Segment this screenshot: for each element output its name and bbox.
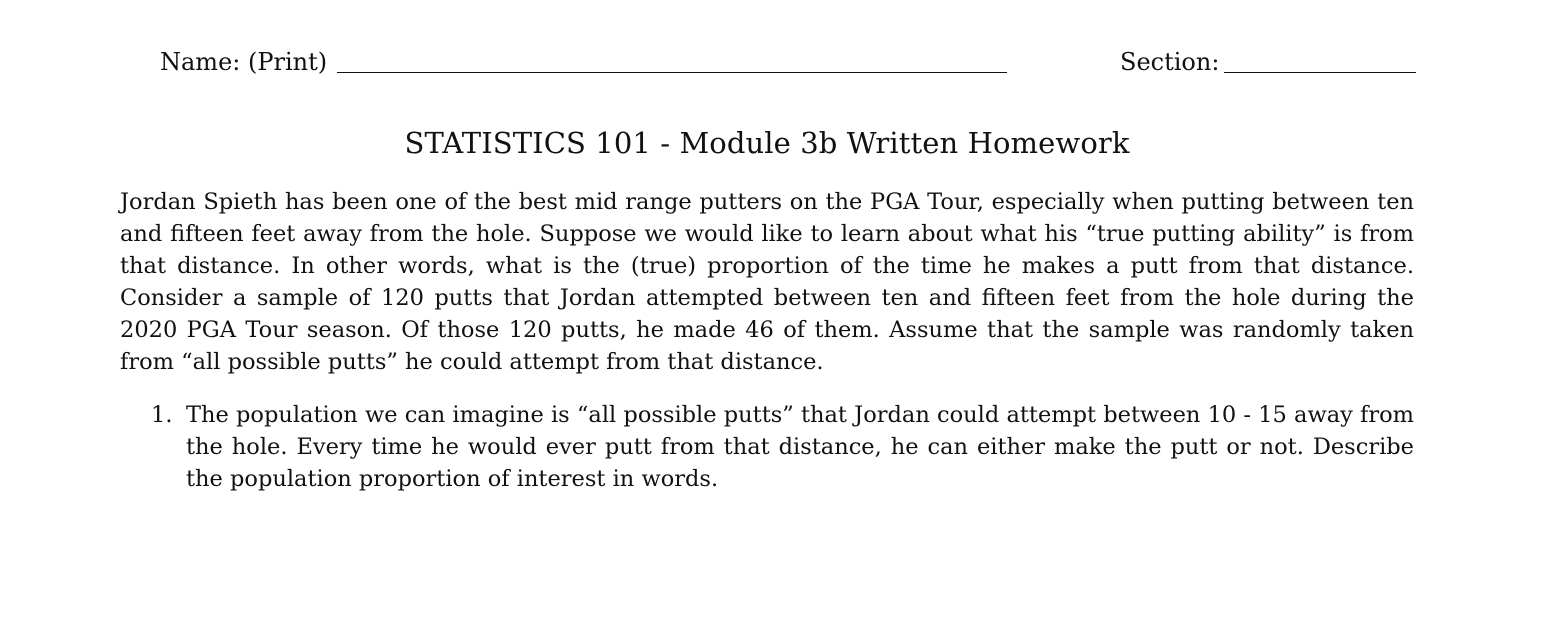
section-label: Section: [1120, 48, 1220, 76]
header-row [0, 44, 1554, 84]
name-label: Name: (Print) [160, 48, 328, 76]
name-blank-line [337, 72, 1007, 73]
question-item [120, 399, 1414, 495]
question-number: 1. [151, 402, 173, 428]
question-list [120, 399, 1414, 495]
page-title: STATISTICS 101 - Module 3b Written Homework [404, 126, 1130, 160]
section-blank-line [1224, 72, 1416, 73]
intro-paragraph: Jordan Spieth has been one of the best mid range putters on the PGA Tour, especially when putting between ten and fifteen feet away from the hole. Suppose we would like to learn about what his “true putting ability” is from that distance. In other words, what is the (true) proportion of the time he makes a putt from that distance. Consider a sample of 120 putts that Jordan attempted between ten and fifteen feet from the hole during the 2020 PGA Tour season. Of those 120 putts, he made 46 of them. Assume that the sample was randomly taken from “all possible putts” he could attempt from that distance. [120, 189, 1414, 375]
question-text: The population we can imagine is “all possible putts” that Jordan could attempt between 10 - 15 away from the hole. Every time he would ever putt from that distance, he can either make the putt or not. Describe the population proportion of interest in words. [186, 402, 1414, 492]
